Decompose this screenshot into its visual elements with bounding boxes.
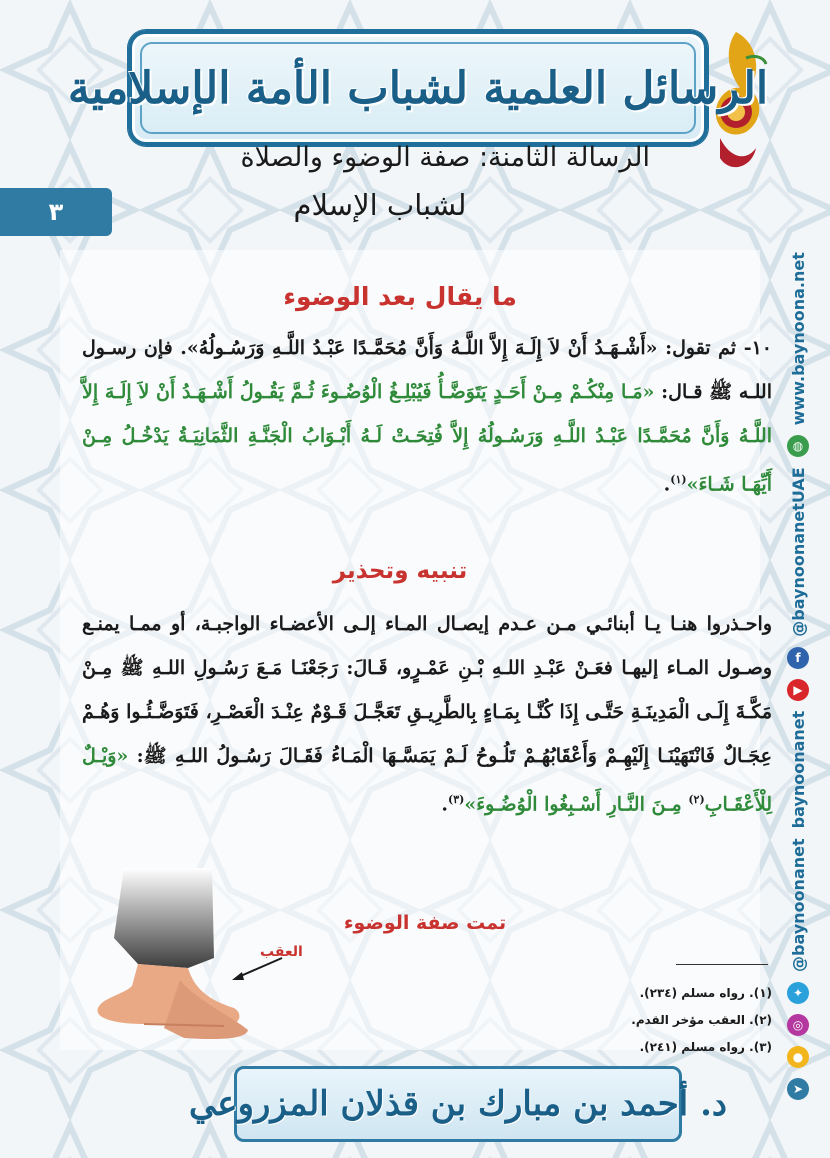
footnote-marker-3: (٣) [447,793,465,806]
footnote-1: (١). رواه مسلم (٢٣٤). [639,986,772,1000]
sentence-end: . [663,473,671,496]
section-heading-after-wudu: ما يقال بعد الوضوء [283,282,517,311]
shahada-text: «أَشْـهَـدُ أَنْ لاَ إِلَـهَ إِلاَّ اللَّـهُ وَأَنَّ مُحَمَّـدًا عَبْـدُ اللَّـهِ وَرَسُـولُهُ». [180,337,658,359]
instagram-icon: ◎ [787,1014,809,1036]
facebook-icon: f [787,647,809,669]
paragraph-warning [82,602,772,826]
footnote-marker-1: (١) [670,473,687,486]
social-strip-content [780,252,816,1100]
intro-text: ثم تقول: [665,337,737,359]
warning-text: واحـذروا هنـا يـا أبنائـي مـن عـدم إيصـال المـاء إلـى الأعضـاء الواجبـة، أو ممـا يمنـع وصـول المـاء إليهـا فعَـنْ عَبْـدِ اللـهِ بْـنِ عَمْـرٍو، قَـالَ: رَجَعْنَـا مَـعَ رَسُـولِ اللـهِ ﷺ مِـنْ مَكَّـةَ إِلَـى الْمَدِينَـةِ حَتَّـى إِذَا كُنَّـا بِمَـاءٍ بِالطَّرِيـقِ تَعَجَّـلَ قَـوْمٌ عِنْـدَ الْعَصْـرِ، فَتَوَضَّـئُـوا وَهُـمْ عِجَـالٌ فَانْتَهَيْنَـا إِلَيْهِـمْ وَأَعْقَابُهُـمْ تَلُـوحُ لَـمْ يَمَسَّـهَا الْمَـاءُ فَقَـالَ رَسُـولُ اللـهِ ﷺ: [82,613,772,767]
item-number: ١٠- [743,337,772,359]
section-heading-warning: تنبيه وتحذير [332,558,468,584]
footnote-divider [676,964,768,965]
snapchat-icon: ● [787,1046,809,1068]
website-link: www.baynoona.net [788,252,808,426]
handle-youtube: baynoonanet [788,710,808,829]
footnotes [512,980,772,1061]
footnote-2: (٢). العقب مؤخر القدم. [631,1013,772,1027]
handle-facebook-twitter: @baynoonanetUAE [788,467,808,637]
hadith-part-b: مِـنَ النَّـارِ أَسْـبِغُوا الْوُضُـوءَ» [464,793,682,816]
twitter-icon: ✦ [787,982,809,1004]
youtube-icon: ▶ [787,679,809,701]
footnote-marker-2: (٢) [688,793,705,806]
handle-other: @baynoonanet [788,838,808,972]
banner-title: الرسائل العلمية لشباب الأمة الإسلامية [67,62,769,114]
letter-audience: لشباب الإسلام [293,188,467,222]
globe-icon: ◍ [787,435,809,457]
letter-title: الرسالة الثامنة: صفة الوضوء والصلاة [240,142,650,173]
sentence-end-2: . [441,793,448,816]
hadith-lead: فإن رسـول اللـه ﷺ قـال: [82,337,772,403]
header-banner [67,30,769,146]
page-number-tab: ٣ [0,188,112,236]
heel-pointer-arrow [226,954,286,984]
telegram-icon: ➤ [787,1078,809,1100]
social-strip [780,252,816,1100]
completion-label: تمت صفة الوضوء [343,912,507,934]
footnote-3: (٣). رواه مسلم (٢٤١). [639,1040,772,1054]
author-signature-frame [188,1066,728,1142]
heel-label: العقب [260,944,303,960]
author-signature: د. أحمد بن مبارك بن قذلان المزروعي [188,1084,728,1124]
paragraph-after-wudu [82,326,772,506]
hadith-text: «مَـا مِنْكُـمْ مِـنْ أَحَـدٍ يَتَوَضَّـأُ فَيُبْلِـغُ الْوُضُـوءَ ثُـمَّ يَقُـولُ أَشْـهَـدُ أَنْ لاَ إِلَـهَ إِلاَّ اللَّـهُ وَأَنَّ مُحَمَّـدًا عَبْـدُ اللَّـهِ وَرَسُـولُهُ إِلاَّ فُتِحَـتْ لَـهُ أَبْـوَابُ الْجَنَّـةِ الثَّمَانِيَـةُ يَدْخُـلُ مِـنْ أَيِّهَـا شَـاءَ» [82,381,772,496]
hadith-part-a: «وَيْـلٌ لِلْأَعْقَـابِ [82,745,772,816]
